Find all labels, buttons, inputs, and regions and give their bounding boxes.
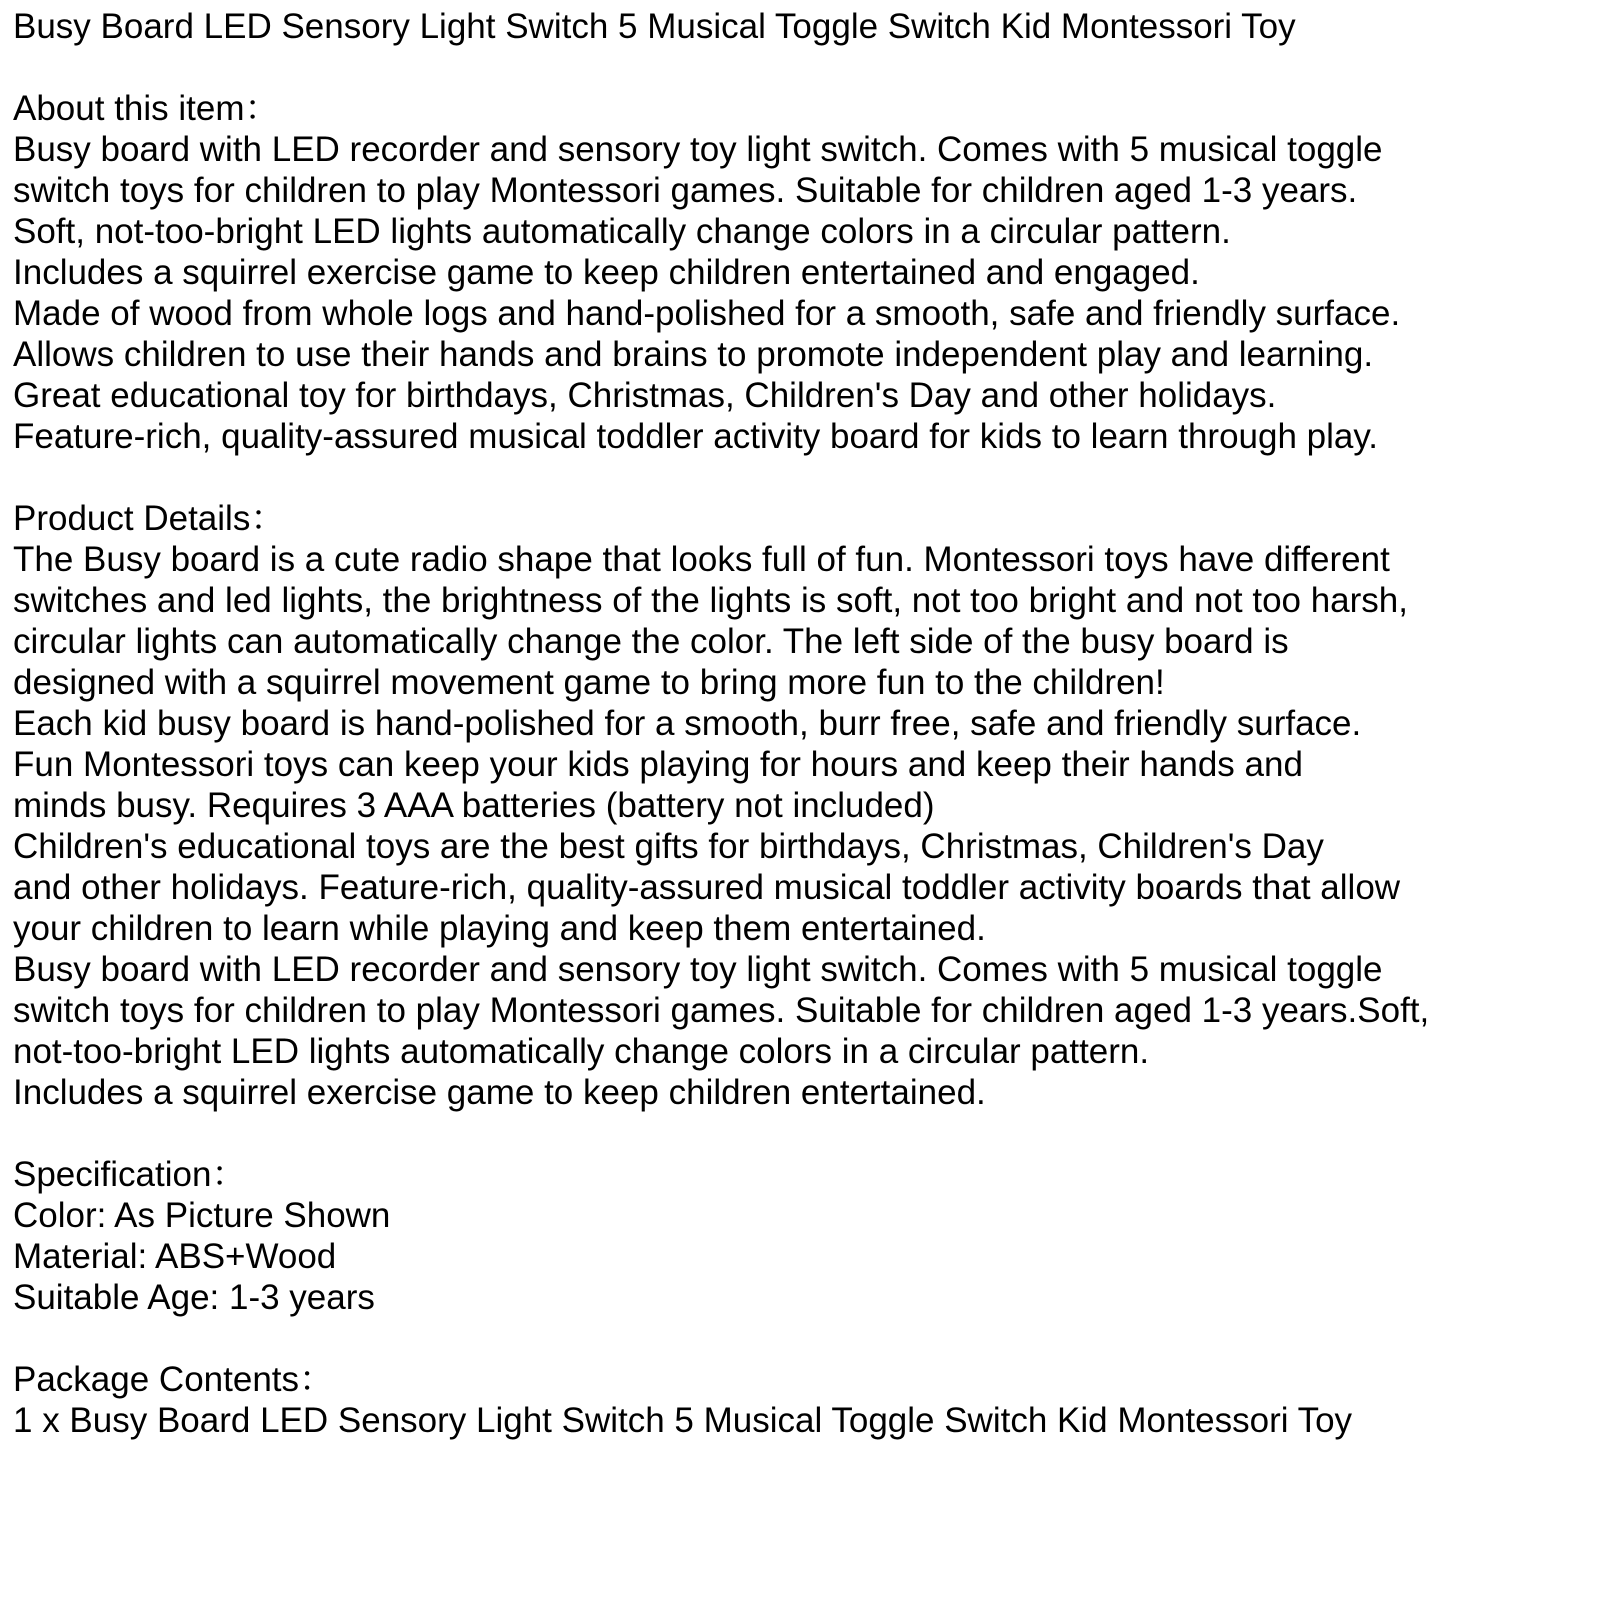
- details-line: and other holidays. Feature-rich, quality-assured musical toddler activity boards that allow: [13, 868, 1401, 907]
- product-description: [13, 6, 1593, 1441]
- about-line: Feature-rich, quality-assured musical toddler activity board for kids to learn through play.: [13, 417, 1378, 456]
- details-line: designed with a squirrel movement game to bring more fun to the children!: [13, 663, 1165, 702]
- details-line: not-too-bright LED lights automatically change colors in a circular pattern.: [13, 1032, 1150, 1071]
- spec-material: Material: ABS+Wood: [13, 1237, 337, 1276]
- about-line: Made of wood from whole logs and hand-polished for a smooth, safe and friendly surface.: [13, 294, 1401, 333]
- product-title: Busy Board LED Sensory Light Switch 5 Musical Toggle Switch Kid Montessori Toy: [13, 7, 1296, 46]
- details-line: your children to learn while playing and keep them entertained.: [13, 909, 986, 948]
- spec-color: Color: As Picture Shown: [13, 1196, 391, 1235]
- details-line: switch toys for children to play Montessori games. Suitable for children aged 1-3 years.Soft,: [13, 991, 1430, 1030]
- about-line: Busy board with LED recorder and sensory toy light switch. Comes with 5 musical toggle: [13, 130, 1383, 169]
- about-line: Includes a squirrel exercise game to keep children entertained and engaged.: [13, 253, 1200, 292]
- details-heading: Product Details：: [13, 499, 286, 538]
- spacer: [13, 457, 1593, 498]
- about-line: Soft, not-too-bright LED lights automatically change colors in a circular pattern.: [13, 212, 1231, 251]
- spacer: [13, 47, 1593, 88]
- about-heading: About this item：: [13, 89, 280, 128]
- details-line: The Busy board is a cute radio shape that looks full of fun. Montessori toys have different: [13, 540, 1390, 579]
- about-line: Great educational toy for birthdays, Christmas, Children's Day and other holidays.: [13, 376, 1277, 415]
- specification-heading: Specification：: [13, 1155, 247, 1194]
- about-line: Allows children to use their hands and brains to promote independent play and learning.: [13, 335, 1374, 374]
- package-heading: Package Contents：: [13, 1360, 335, 1399]
- details-line: switches and led lights, the brightness of the lights is soft, not too bright and not too harsh,: [13, 581, 1408, 620]
- details-line: minds busy. Requires 3 AAA batteries (battery not included): [13, 786, 935, 825]
- details-line: circular lights can automatically change the color. The left side of the busy board is: [13, 622, 1289, 661]
- about-line: switch toys for children to play Montessori games. Suitable for children aged 1-3 years.: [13, 171, 1358, 210]
- spacer: [13, 1113, 1593, 1154]
- details-line: Includes a squirrel exercise game to keep children entertained.: [13, 1073, 986, 1112]
- details-line: Fun Montessori toys can keep your kids playing for hours and keep their hands and: [13, 745, 1303, 784]
- details-line: Children's educational toys are the best gifts for birthdays, Christmas, Children's Day: [13, 827, 1324, 866]
- spacer: [13, 1318, 1593, 1359]
- package-item: 1 x Busy Board LED Sensory Light Switch 5 Musical Toggle Switch Kid Montessori Toy: [13, 1401, 1353, 1440]
- details-line: Busy board with LED recorder and sensory toy light switch. Comes with 5 musical toggle: [13, 950, 1383, 989]
- details-line: Each kid busy board is hand-polished for a smooth, burr free, safe and friendly surface.: [13, 704, 1362, 743]
- spec-age: Suitable Age: 1-3 years: [13, 1278, 375, 1317]
